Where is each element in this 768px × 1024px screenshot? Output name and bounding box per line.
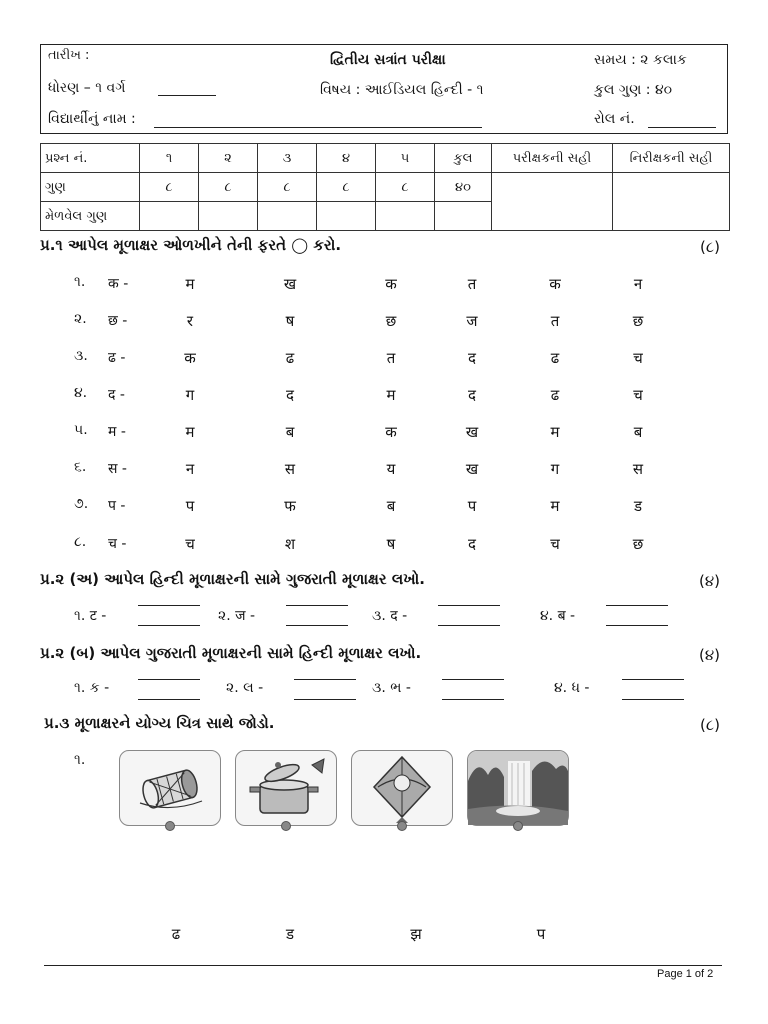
obtained-cell[interactable]: [435, 202, 492, 231]
obtained-cell[interactable]: [199, 202, 258, 231]
q1-option[interactable]: क: [385, 275, 397, 293]
picture-card-kite[interactable]: [351, 750, 453, 826]
question-cell: ૧: [140, 144, 199, 173]
time-label: સમય : ૨ કલાક: [594, 52, 687, 68]
q1-option[interactable]: ब: [633, 423, 643, 441]
inspector-sign-header: નિરીક્ષકની સહી: [613, 144, 730, 173]
picture-card-waterfall[interactable]: [467, 750, 569, 826]
answer-blank[interactable]: [138, 678, 200, 680]
q1-row-key: म -: [108, 424, 126, 440]
roll-label: રોલ નં.: [594, 111, 635, 127]
q1-option[interactable]: य: [386, 460, 396, 478]
exam-title: દ્વિતીય સત્રાંત પરીક્ષા: [330, 52, 446, 68]
q2b-item: ૧. ક -: [74, 680, 110, 696]
q1-row-number: ૮.: [74, 534, 87, 550]
q2b-title: પ્ર.૨ (બ) આપેલ ગુજરાતી મૂળાક્ષરની સામે હિન્દી મૂળાક્ષર લખો.: [40, 644, 422, 662]
match-letter: ड: [285, 925, 295, 943]
picture-card-drum[interactable]: [119, 750, 221, 826]
answer-blank[interactable]: [138, 604, 200, 606]
q2a-item: ૪. ब -: [540, 608, 576, 624]
answer-blank[interactable]: [438, 624, 500, 626]
q1-option[interactable]: त: [550, 312, 560, 330]
q1-option[interactable]: द: [468, 535, 476, 553]
q1-option[interactable]: त: [467, 275, 477, 293]
q1-row-key: च -: [108, 536, 127, 552]
q1-option[interactable]: म: [386, 386, 396, 404]
total-marks-label: કુલ ગુણ : ૪૦: [594, 82, 673, 98]
obtained-row-header: મેળવેલ ગુણ: [41, 202, 140, 231]
q3-title: પ્ર.૩ મૂળાક્ષરને યોગ્ય ચિત્ર સાથે જોડો.: [44, 714, 275, 732]
answer-blank[interactable]: [294, 698, 356, 700]
q1-option[interactable]: द: [286, 386, 294, 404]
answer-blank[interactable]: [438, 604, 500, 606]
question-cell: ૫: [376, 144, 435, 173]
marks-cell: ૮: [258, 173, 317, 202]
q1-row-key: द -: [108, 387, 125, 403]
q1-option[interactable]: ख: [283, 275, 297, 293]
inspector-sign-box[interactable]: [613, 173, 730, 231]
question-cell: ૩: [258, 144, 317, 173]
answer-blank[interactable]: [442, 698, 504, 700]
answer-blank[interactable]: [622, 698, 684, 700]
answer-blank[interactable]: [138, 698, 200, 700]
q1-option[interactable]: स: [284, 460, 296, 478]
answer-blank[interactable]: [286, 604, 348, 606]
q1-row-key: प -: [108, 498, 126, 514]
q2a-item: ૧. ट -: [74, 608, 107, 624]
q3-marks: (૮): [700, 716, 720, 734]
match-dot[interactable]: [513, 821, 523, 831]
q1-option[interactable]: श: [284, 535, 296, 553]
q2a-title: પ્ર.૨ (અ) આપેલ હિન્દી મૂળાક્ષરની સામે ગુજરાતી મૂળાક્ષર લખો.: [40, 570, 425, 588]
match-dot[interactable]: [165, 821, 175, 831]
q1-option[interactable]: म: [550, 497, 560, 515]
q1-row-number: ૭.: [74, 496, 89, 512]
q1-option[interactable]: न: [633, 275, 643, 293]
answer-blank[interactable]: [606, 624, 668, 626]
answer-blank[interactable]: [286, 624, 348, 626]
q1-option[interactable]: ष: [386, 535, 396, 553]
drum-icon: [120, 751, 220, 825]
q1-option[interactable]: फ: [284, 497, 296, 515]
q1-option[interactable]: द: [468, 386, 476, 404]
marks-cell: ૮: [199, 173, 258, 202]
answer-blank[interactable]: [138, 624, 200, 626]
q1-title: પ્ર.૧ આપેલ મૂળાક્ષર ઓળખીને તેની ફરતે ◯ કરો.: [40, 236, 342, 254]
total-header: કુલ: [435, 144, 492, 173]
match-letter: झ: [410, 925, 422, 943]
answer-blank[interactable]: [622, 678, 684, 680]
page-number: Page 1 of 2: [657, 968, 714, 980]
q1-option[interactable]: ख: [465, 460, 479, 478]
footer-divider: [44, 965, 722, 966]
q1-option[interactable]: ब: [386, 497, 396, 515]
q2b-item: ૪. ધ -: [554, 680, 590, 696]
answer-blank[interactable]: [606, 604, 668, 606]
match-letter: प: [536, 925, 546, 943]
marks-cell: ૮: [376, 173, 435, 202]
q3-num: ૧.: [74, 752, 86, 768]
question-no-header: પ્રશ્ન નં.: [41, 144, 140, 173]
q1-option[interactable]: ब: [285, 423, 295, 441]
match-letter: ढ: [171, 925, 181, 943]
q1-option[interactable]: च: [633, 386, 643, 404]
obtained-cell[interactable]: [140, 202, 199, 231]
pot-icon: [236, 751, 336, 825]
answer-blank[interactable]: [294, 678, 356, 680]
q1-row-number: ૧.: [74, 274, 86, 290]
q1-option[interactable]: द: [468, 349, 476, 367]
q1-row-number: ૫.: [74, 422, 88, 438]
total-marks-cell: ૪૦: [435, 173, 492, 202]
q1-option[interactable]: ड: [633, 497, 643, 515]
q1-option[interactable]: क: [184, 349, 196, 367]
marks-cell: ૮: [317, 173, 376, 202]
kite-icon: [352, 751, 452, 825]
q1-option[interactable]: स: [632, 460, 644, 478]
marks-cell: ૮: [140, 173, 199, 202]
q1-option[interactable]: छ: [385, 312, 397, 330]
q1-option[interactable]: क: [385, 423, 397, 441]
picture-card-pot[interactable]: [235, 750, 337, 826]
q1-option[interactable]: छ: [632, 312, 644, 330]
answer-blank[interactable]: [442, 678, 504, 680]
q2a-marks: (૪): [698, 572, 720, 590]
q1-row-number: ૬.: [74, 459, 87, 475]
q1-option[interactable]: प: [467, 497, 477, 515]
roll-blank[interactable]: [648, 126, 716, 128]
q2b-marks: (૪): [698, 646, 720, 664]
q1-option[interactable]: ष: [285, 312, 295, 330]
standard-label: ધોરણ – ૧ વર્ગ: [48, 80, 126, 96]
q1-option[interactable]: च: [185, 535, 195, 553]
student-name-blank[interactable]: [154, 126, 482, 128]
q1-option[interactable]: न: [185, 460, 195, 478]
q1-option[interactable]: छ: [632, 535, 644, 553]
q1-option[interactable]: म: [550, 423, 560, 441]
q2b-item: ૨. લ -: [226, 680, 264, 696]
division-blank[interactable]: [158, 94, 216, 96]
question-cell: ૨: [199, 144, 258, 173]
question-cell: ૪: [317, 144, 376, 173]
q1-row-number: ૩.: [74, 348, 88, 364]
examiner-sign-box[interactable]: [492, 173, 613, 231]
q1-option[interactable]: ख: [465, 423, 479, 441]
q1-row-key: ढ -: [108, 350, 126, 366]
q1-option[interactable]: ढ: [550, 386, 560, 404]
q1-option[interactable]: च: [550, 535, 560, 553]
q1-option[interactable]: त: [386, 349, 396, 367]
q1-marks: (૮): [700, 238, 720, 256]
q1-option[interactable]: क: [549, 275, 561, 293]
marks-row-header: ગુણ: [41, 173, 140, 202]
student-name-label: વિદ્યાર્થીનું નામ :: [48, 111, 136, 127]
subject-label: વિષય : આઈડિયલ હિન્દી - ૧: [320, 82, 484, 98]
q2a-item: ૩. द -: [372, 608, 408, 624]
q1-option[interactable]: ढ: [550, 349, 560, 367]
q1-option[interactable]: ग: [185, 386, 195, 404]
match-dot[interactable]: [281, 821, 291, 831]
q1-row-number: ૨.: [74, 311, 87, 327]
q1-option[interactable]: ज: [466, 312, 478, 330]
q1-option[interactable]: म: [185, 423, 195, 441]
q1-row-key: स -: [108, 461, 127, 477]
q1-option[interactable]: ग: [550, 460, 560, 478]
obtained-cell[interactable]: [258, 202, 317, 231]
marks-table: [40, 143, 730, 231]
examiner-sign-header: પરીક્ષકની સહી: [492, 144, 613, 173]
date-label: તારીખ :: [48, 48, 90, 63]
match-dot[interactable]: [397, 821, 407, 831]
q1-option[interactable]: म: [185, 275, 195, 293]
obtained-cell[interactable]: [376, 202, 435, 231]
waterfall-icon: [468, 751, 568, 825]
q2b-item: ૩. ભ -: [372, 680, 411, 696]
q2a-item: ૨. ज -: [218, 608, 256, 624]
q1-row-key: छ -: [108, 313, 128, 329]
q1-option[interactable]: च: [633, 349, 643, 367]
q1-option[interactable]: प: [185, 497, 195, 515]
q1-option[interactable]: र: [186, 312, 194, 330]
obtained-cell[interactable]: [317, 202, 376, 231]
q1-option[interactable]: ढ: [285, 349, 295, 367]
q1-row-key: क -: [108, 276, 129, 292]
q1-row-number: ૪.: [74, 385, 88, 401]
